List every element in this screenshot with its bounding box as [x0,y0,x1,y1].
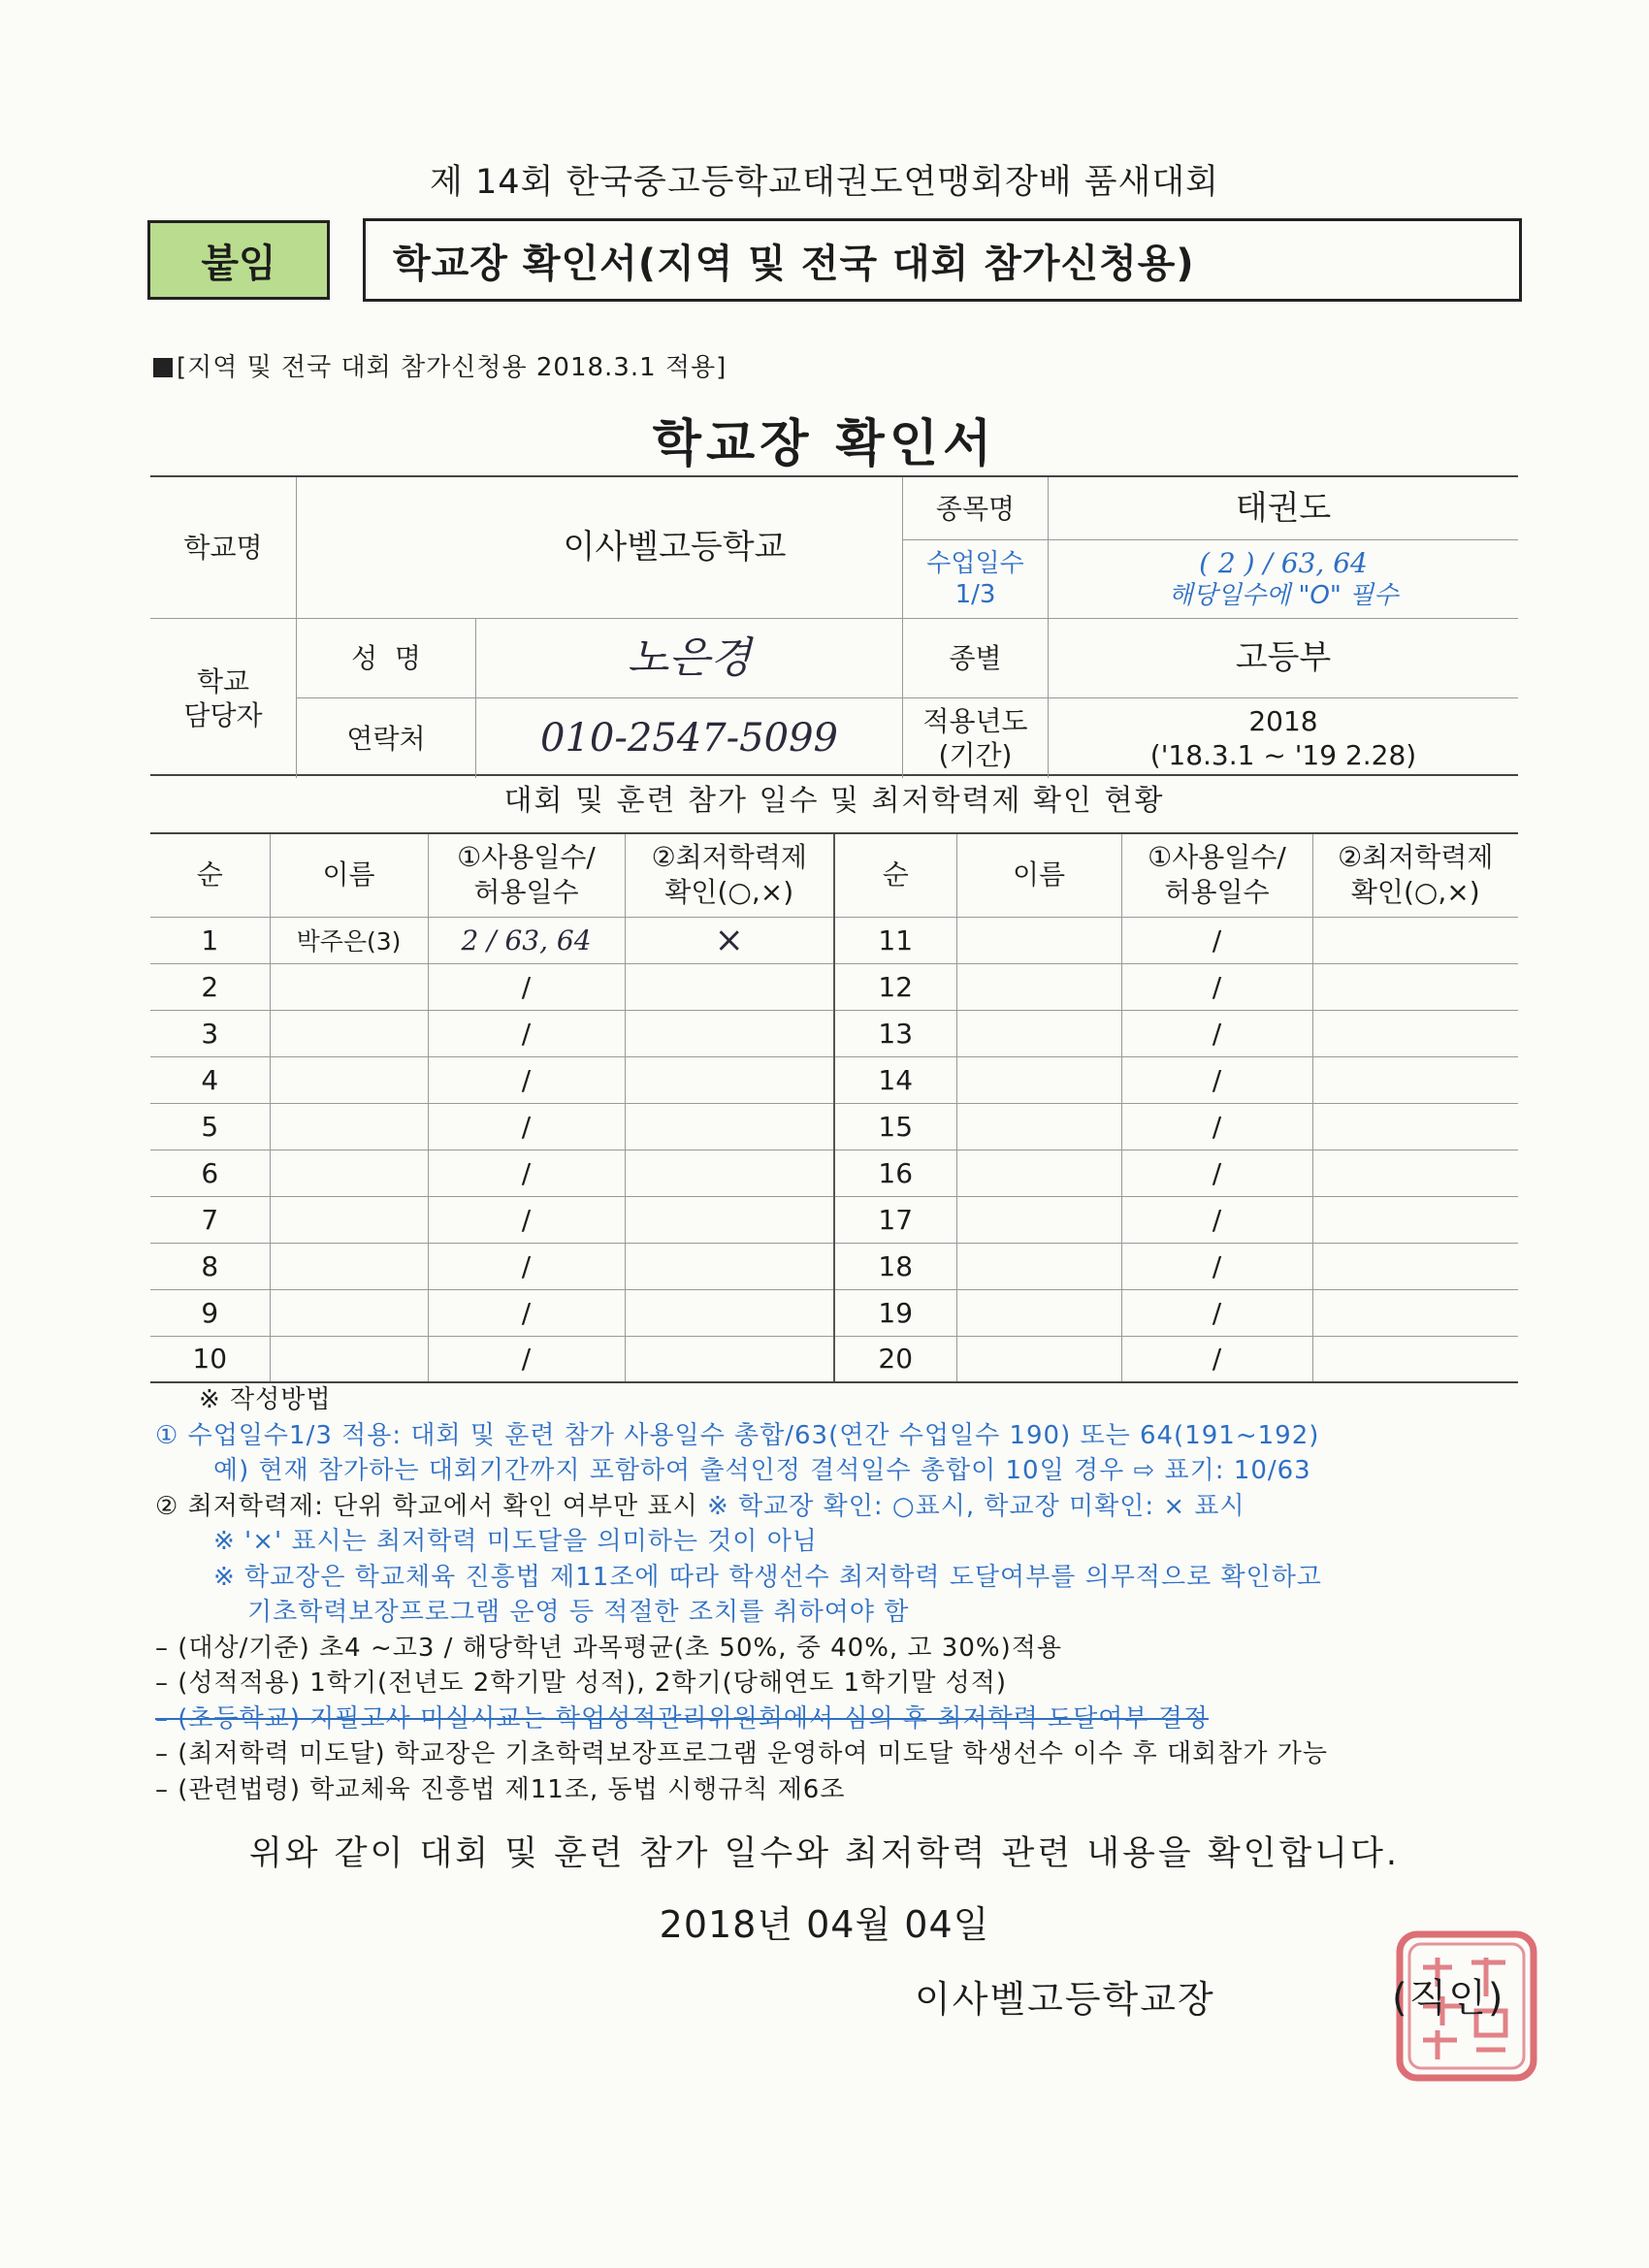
class-days-handwritten: ( 2 ) / 63, 64 [1199,547,1368,580]
event-value: 태권도 [1048,477,1518,539]
col-academic-right-2: 확인(○,×) [1350,876,1480,909]
col-academic-left-1: ②최저학력제 [651,840,807,873]
class-days-note: 해당일수에 "O" 필수 [1168,581,1399,611]
note-academic-marks: ※ 학교장 확인: ○표시, 학교장 미확인: × 표시 [707,1491,1245,1521]
row-no-left: 10 [150,1336,270,1382]
row-no-left: 3 [150,1010,270,1056]
row-days-right: / [1121,1336,1312,1382]
row-check-right [1312,1103,1518,1150]
row-check-right [1312,963,1518,1010]
row-check-right [1312,917,1518,963]
note-academic [155,1489,1533,1525]
row-name-right [956,1196,1121,1243]
note-class-days-1: ① 수업일수1/3 적용: 대회 및 훈련 참가 사용일수 총합/63(연간 수업일수 190) 또는 64(191~192) [155,1420,1320,1450]
row-check-left [625,1010,834,1056]
row-no-right: 12 [834,963,956,1010]
note-class-days-2: 예) 현재 참가하는 대회기간까지 포함하여 출석인정 결석일수 총합이 10일 경우 ⇨ 표기: 10/63 [213,1456,1311,1485]
row-no-right: 13 [834,1010,956,1056]
row-name-left [270,1196,428,1243]
row-check-right [1312,1336,1518,1382]
info-table [150,475,1518,776]
table-row [150,1196,1518,1243]
row-name-left: 박주은(3) [270,917,428,963]
name-value: 노은경 [475,618,902,697]
row-no-right: 17 [834,1196,956,1243]
row-days-right: / [1121,963,1312,1010]
row-days-left: / [428,1243,625,1289]
row-days-right: / [1121,1196,1312,1243]
col-days-left [428,833,625,917]
row-days-left: 2 / 63, 64 [428,917,625,963]
phone-value: 010-2547-5099 [475,697,902,778]
note-academic-text: ② 최저학력제: 단위 학교에서 확인 여부만 표시 [155,1491,708,1521]
class-days-label [902,539,1048,618]
row-name-right [956,1056,1121,1103]
col-name-left: 이름 [270,833,428,917]
document-title-box [363,218,1522,302]
row-no-right: 15 [834,1103,956,1150]
col-days-left-2: 허용일수 [473,876,579,909]
row-days-left: / [428,1056,625,1103]
row-days-right: / [1121,1056,1312,1103]
contact-person-label-1: 학교 [196,665,250,697]
name-label: 성 명 [296,618,475,697]
row-days-right: / [1121,1289,1312,1336]
year-value-1: 2018 [1248,705,1318,737]
row-check-right [1312,1010,1518,1056]
note-principal-duty-1: ※ 학교장은 학교체육 진흥법 제11조에 따라 학생선수 최저학력 도달여부를 의무적으로 확인하고 [213,1562,1322,1592]
row-check-right [1312,1150,1518,1196]
detail-target: – (대상/기준) 초4 ~고3 / 해당학년 과목평균(초 50%, 중 40%, 고 30%)적용 [155,1633,1062,1663]
row-name-left [270,1103,428,1150]
col-no-right: 순 [834,833,956,917]
school-name-label: 학교명 [183,532,263,564]
year-value-2: ('18.3.1 ~ '19 2.28) [1149,739,1417,771]
row-check-right [1312,1196,1518,1243]
apply-note [153,347,727,383]
row-name-right [956,1103,1121,1150]
row-name-left [270,1010,428,1056]
main-title: 학교장 확인서 [652,415,997,473]
row-check-left [625,1150,834,1196]
class-days-label-2: 1/3 [954,580,996,609]
row-check-left [625,963,834,1010]
year-value [1048,697,1518,778]
row-name-right [956,1336,1121,1382]
table-row [150,1243,1518,1289]
confirmation-statement: 위와 같이 대회 및 훈련 참가 일수와 최저학력 관련 내용을 확인합니다. [248,1834,1401,1873]
row-days-right: / [1121,1010,1312,1056]
division-label: 종별 [902,618,1048,697]
row-name-left [270,1243,428,1289]
row-no-right: 18 [834,1243,956,1289]
row-name-left [270,1289,428,1336]
row-days-left: / [428,1010,625,1056]
phone-label: 연락처 [296,697,475,778]
table-row [150,1150,1518,1196]
row-days-left: / [428,1103,625,1150]
row-no-left: 4 [150,1056,270,1103]
col-days-right-1: ①사용일수/ [1148,840,1286,873]
col-academic-left [625,833,834,917]
row-name-right [956,1010,1121,1056]
table-row [150,1336,1518,1382]
row-check-left [625,1336,834,1382]
year-label [902,697,1048,778]
apply-note-text: [지역 및 전국 대회 참가신청용 2018.3.1 적용] [177,353,728,382]
row-name-right [956,963,1121,1010]
row-no-left: 6 [150,1150,270,1196]
row-check-left [625,1289,834,1336]
row-no-right: 14 [834,1056,956,1103]
col-days-right [1121,833,1312,917]
col-days-left-1: ①사용일수/ [457,840,596,873]
row-check-left [625,1056,834,1103]
year-label-2: (기간) [938,739,1013,771]
table-row [150,1056,1518,1103]
row-name-right [956,917,1121,963]
row-name-right [956,1150,1121,1196]
square-bullet-icon [153,358,173,377]
school-name-value: 이사벨고등학교 [296,477,1052,618]
table-row [150,1010,1518,1056]
detail-elementary: – (초등학교) 지필고사 미실시교는 학업성적관리위원회에서 심의 후 최저학력 도달여부 결정 [155,1703,1209,1733]
table-row [150,963,1518,1010]
table-row [150,1289,1518,1336]
row-no-left: 9 [150,1289,270,1336]
col-days-right-2: 허용일수 [1164,876,1270,909]
detail-law: – (관련법령) 학교체육 진흥법 제11조, 동법 시행규칙 제6조 [155,1774,846,1804]
row-check-right [1312,1243,1518,1289]
principal-name: 이사벨고등학교장 [915,1978,1215,2021]
row-no-left: 5 [150,1103,270,1150]
row-days-left: / [428,1150,625,1196]
attachment-badge: 붙임 [147,220,330,300]
row-no-right: 19 [834,1289,956,1336]
row-check-right [1312,1289,1518,1336]
row-check-right [1312,1056,1518,1103]
col-no-left: 순 [150,833,270,917]
roster-section-title: 대회 및 훈련 참가 일수 및 최저학력제 확인 현황 [503,784,1165,818]
writing-instructions [155,1382,1533,1807]
contact-person-label-2: 담당자 [183,699,263,731]
col-name-right: 이름 [956,833,1121,917]
roster-header-row [150,833,1518,917]
note-x-meaning: ※ '×' 표시는 최저학력 미도달을 의미하는 것이 아님 [213,1527,818,1556]
row-name-left [270,1336,428,1382]
row-days-left: / [428,963,625,1010]
row-name-left [270,1150,428,1196]
col-academic-left-2: 확인(○,×) [664,876,794,909]
contest-title: 제 14회 한국중고등학교태권도연맹회장배 품새대회 [430,163,1219,202]
col-academic-right [1312,833,1518,917]
row-days-left: / [428,1196,625,1243]
row-days-right: / [1121,1150,1312,1196]
row-name-left [270,1056,428,1103]
row-name-right [956,1289,1121,1336]
row-name-right [956,1243,1121,1289]
table-row [150,1103,1518,1150]
class-days-label-1: 수업일수 [926,548,1024,578]
detail-grades: – (성적적용) 1학기(전년도 2학기말 성적), 2학기(당해연도 1학기말 성적) [155,1669,1008,1698]
seal-label: (직인) [1392,1976,1505,2021]
col-academic-right-1: ②최저학력제 [1338,840,1494,873]
row-no-left: 8 [150,1243,270,1289]
table-row [150,917,1518,963]
note-principal-duty-2: 기초학력보장프로그램 운영 등 적절한 조치를 취하여야 함 [247,1598,910,1627]
row-check-left: × [625,917,834,963]
row-days-left: / [428,1336,625,1382]
issue-date: 2018년 04월 04일 [659,1903,990,1946]
contact-person-label [150,618,296,778]
row-days-right: / [1121,1243,1312,1289]
row-check-left [625,1243,834,1289]
document-title: 학교장 확인서(지역 및 전국 대회 참가신청용) [393,241,1195,286]
year-label-1: 적용년도 [922,705,1028,737]
detail-not-reached: – (최저학력 미도달) 학교장은 기초학력보장프로그램 운영하여 미도달 학생선수 이수 후 대회참가 가능 [155,1739,1328,1768]
division-value: 고등부 [1048,618,1518,697]
row-no-left: 2 [150,963,270,1010]
row-days-right: / [1121,917,1312,963]
roster-table [150,832,1518,1383]
row-days-right: / [1121,1103,1312,1150]
row-no-left: 7 [150,1196,270,1243]
row-check-left [625,1103,834,1150]
row-name-left [270,963,428,1010]
row-no-left: 1 [150,917,270,963]
row-no-right: 16 [834,1150,956,1196]
notes-heading: ※ 작성방법 [199,1385,332,1414]
row-days-left: / [428,1289,625,1336]
class-days-value [1048,539,1518,618]
event-label: 종목명 [902,477,1048,539]
row-no-right: 20 [834,1336,956,1382]
row-no-right: 11 [834,917,956,963]
row-check-left [625,1196,834,1243]
